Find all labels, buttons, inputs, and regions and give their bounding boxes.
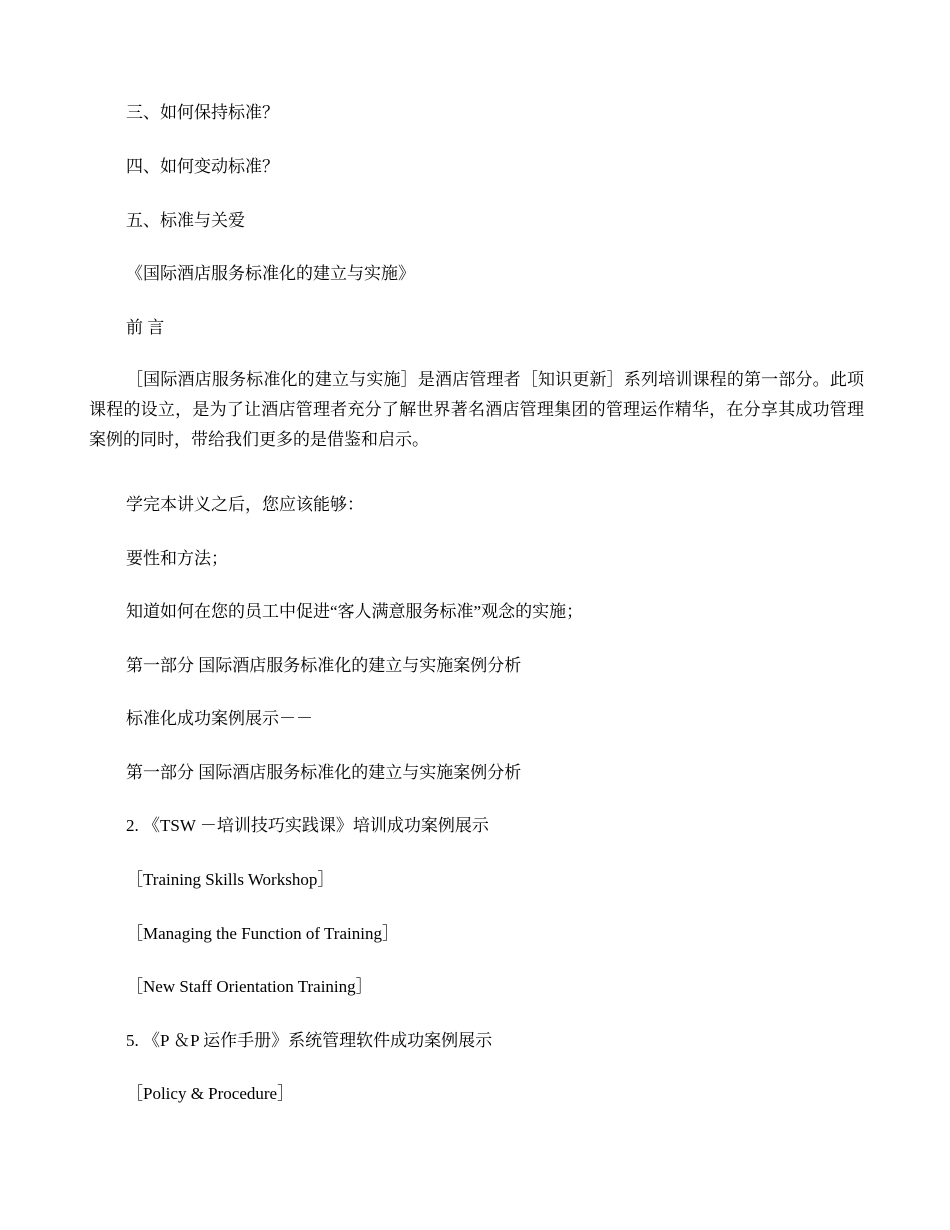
goal-item-method: 要性和方法； — [126, 549, 228, 568]
course-title: 《国际酒店服务标准化的建立与实施》 — [126, 264, 415, 283]
heading-standard-care: 五、标准与关爱 — [126, 211, 245, 230]
tsw-case-heading: 2. 《TSW －培训技巧实践课》培训成功案例展示 — [126, 816, 489, 835]
part-one-heading-repeat: 第一部分 国际酒店服务标准化的建立与实施案例分析 — [126, 763, 522, 782]
goal-item-promote: 知道如何在您的员工中促进“客人满意服务标准”观念的实施； — [126, 602, 584, 621]
new-staff-item: ［New Staff Orientation Training］ — [126, 977, 373, 996]
heading-change-standard: 四、如何变动标准？ — [126, 157, 279, 176]
pp-manual-heading: 5. 《P ＆P 运作手册》系统管理软件成功案例展示 — [126, 1031, 493, 1050]
training-skills-item: ［Training Skills Workshop］ — [126, 870, 335, 889]
learning-goals-intro: 学完本讲义之后，您应该能够： — [126, 495, 364, 514]
part-one-heading: 第一部分 国际酒店服务标准化的建立与实施案例分析 — [126, 656, 522, 675]
case-showcase-heading: 标准化成功案例展示－－ — [126, 709, 313, 728]
managing-training-item: ［Managing the Function of Training］ — [126, 924, 399, 943]
policy-procedure-item: ［Policy & Procedure］ — [126, 1084, 295, 1103]
preface-heading: 前 言 — [126, 318, 165, 337]
intro-paragraph: ［国际酒店服务标准化的建立与实施］是酒店管理者［知识更新］系列培训课程的第一部分。此项课程的设立，是为了让酒店管理者充分了解世界著名酒店管理集团的管理运作精华，在分享其成功管理案例的同时，带给我们更多的是借鉴和启示。 — [89, 370, 864, 449]
heading-keep-standard: 三、如何保持标准？ — [126, 103, 279, 122]
